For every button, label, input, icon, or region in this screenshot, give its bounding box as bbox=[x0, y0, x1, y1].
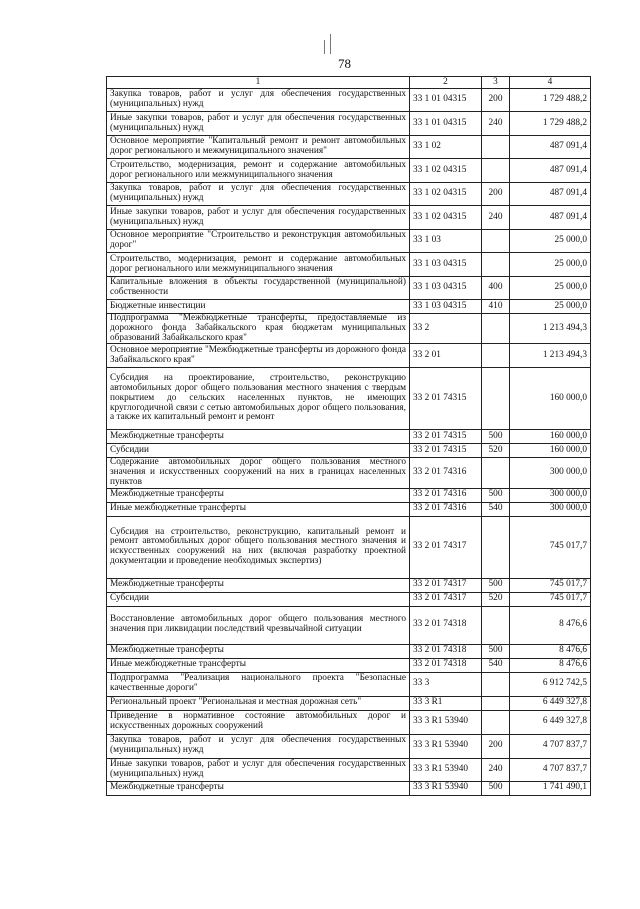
table-row bbox=[107, 488, 591, 502]
row-name-cell: Приведение в нормативное состояние автомобильных дорог и искусственных дорожных сооружений bbox=[107, 710, 410, 734]
row-amount-cell: 745 017,7 bbox=[510, 592, 591, 606]
header-cell-amount: 4 bbox=[510, 77, 591, 89]
row-code-cell: 33 1 02 04315 bbox=[410, 206, 482, 230]
row-vr-cell: 200 bbox=[482, 734, 510, 758]
row-name-cell: Иные закупки товаров, работ и услуг для обеспечения государственных (муниципальных) нужд bbox=[107, 758, 410, 781]
row-amount-cell: 1 729 488,2 bbox=[510, 112, 591, 136]
row-amount-cell: 487 091,4 bbox=[510, 159, 591, 183]
row-code-cell: 33 2 01 74318 bbox=[410, 606, 482, 644]
row-vr-cell: 520 bbox=[482, 592, 510, 606]
row-name-cell: Содержание автомобильных дорог общего пользования местного значения и искусственных сооружений на них в границах населенных пунктов bbox=[107, 458, 410, 488]
table-row bbox=[107, 159, 591, 183]
table-row bbox=[107, 710, 591, 734]
row-name-cell: Строительство, модернизация, ремонт и содержание автомобильных дорог регионального или межмуниципального значения bbox=[107, 159, 410, 183]
row-vr-cell: 500 bbox=[482, 488, 510, 502]
scan-mark bbox=[324, 40, 325, 54]
row-vr-cell bbox=[482, 314, 510, 344]
row-code-cell: 33 1 02 bbox=[410, 136, 482, 159]
row-vr-cell bbox=[482, 696, 510, 710]
row-amount-cell: 4 707 837,7 bbox=[510, 734, 591, 758]
row-name-cell: Закупка товаров, работ и услуг для обеспечения государственных (муниципальных) нужд bbox=[107, 183, 410, 206]
table-row bbox=[107, 344, 591, 368]
row-name-cell: Закупка товаров, работ и услуг для обеспечения государственных (муниципальных) нужд bbox=[107, 734, 410, 758]
row-code-cell: 33 2 01 bbox=[410, 344, 482, 368]
row-amount-cell: 1 741 490,1 bbox=[510, 781, 591, 795]
row-name-cell: Подпрограмма "Межбюджетные трансферты, предоставляемые из дорожного фонда Забайкальского края бюджетам муниципальных образований Забайкальского края" bbox=[107, 314, 410, 344]
row-code-cell: 33 2 01 74317 bbox=[410, 592, 482, 606]
row-name-cell: Межбюджетные трансферты bbox=[107, 430, 410, 444]
row-name-cell: Субсидия на проектирование, строительство, реконструкцию автомобильных дорог общего пользования местного значения с твердым покрытием до сельских населенных пунктов, не имеющих круглогодичной связи с сетью автомобильных дорог общего пользования, а также их капитальный ремонт и ремонт bbox=[107, 368, 410, 430]
row-code-cell: 33 1 03 04315 bbox=[410, 253, 482, 277]
table-row bbox=[107, 206, 591, 230]
header-cell-code: 2 bbox=[410, 77, 482, 89]
row-name-cell: Основное мероприятие "Капитальный ремонт и ремонт автомобильных дорог регионального и межмуниципального значения" bbox=[107, 136, 410, 159]
table-row bbox=[107, 112, 591, 136]
row-code-cell: 33 2 01 74315 bbox=[410, 430, 482, 444]
row-name-cell: Иные закупки товаров, работ и услуг для обеспечения государственных (муниципальных) нужд bbox=[107, 206, 410, 230]
table-row bbox=[107, 658, 591, 672]
table-row bbox=[107, 458, 591, 488]
row-amount-cell: 6 449 327,8 bbox=[510, 710, 591, 734]
row-code-cell: 33 2 01 74316 bbox=[410, 458, 482, 488]
row-vr-cell bbox=[482, 230, 510, 253]
row-amount-cell: 300 000,0 bbox=[510, 488, 591, 502]
row-name-cell: Закупка товаров, работ и услуг для обеспечения государственных (муниципальных) нужд bbox=[107, 89, 410, 112]
row-code-cell: 33 1 01 04315 bbox=[410, 89, 482, 112]
row-name-cell: Основное мероприятие "Строительство и реконструкция автомобильных дорог" bbox=[107, 230, 410, 253]
table-row bbox=[107, 136, 591, 159]
row-vr-cell: 500 bbox=[482, 644, 510, 658]
table-row bbox=[107, 734, 591, 758]
row-name-cell: Субсидия на строительство, реконструкцию, капитальный ремонт и ремонт автомобильных дорог общего пользования местного значения и искусственных сооружений на них (включая разработку проектной документации и проведение необходимых экспертиз) bbox=[107, 516, 410, 578]
row-name-cell: Капитальные вложения в объекты государственной (муниципальной) собственности bbox=[107, 277, 410, 300]
table-row bbox=[107, 502, 591, 516]
row-vr-cell bbox=[482, 672, 510, 696]
row-code-cell: 33 3 R1 53940 bbox=[410, 758, 482, 781]
row-amount-cell: 25 000,0 bbox=[510, 300, 591, 314]
row-amount-cell: 8 476,6 bbox=[510, 644, 591, 658]
row-vr-cell: 400 bbox=[482, 277, 510, 300]
row-vr-cell bbox=[482, 606, 510, 644]
table-header-row bbox=[107, 77, 591, 89]
row-amount-cell: 160 000,0 bbox=[510, 368, 591, 430]
table-row bbox=[107, 253, 591, 277]
row-amount-cell: 6 449 327,8 bbox=[510, 696, 591, 710]
row-name-cell: Иные межбюджетные трансферты bbox=[107, 502, 410, 516]
row-vr-cell: 410 bbox=[482, 300, 510, 314]
row-code-cell: 33 2 01 74318 bbox=[410, 644, 482, 658]
row-vr-cell: 540 bbox=[482, 502, 510, 516]
table-row bbox=[107, 644, 591, 658]
row-amount-cell: 25 000,0 bbox=[510, 230, 591, 253]
row-vr-cell: 500 bbox=[482, 578, 510, 592]
table-row bbox=[107, 314, 591, 344]
row-amount-cell: 160 000,0 bbox=[510, 430, 591, 444]
row-name-cell: Региональный проект "Региональная и местная дорожная сеть" bbox=[107, 696, 410, 710]
row-code-cell: 33 2 01 74317 bbox=[410, 578, 482, 592]
row-vr-cell: 240 bbox=[482, 206, 510, 230]
row-amount-cell: 4 707 837,7 bbox=[510, 758, 591, 781]
row-code-cell: 33 1 01 04315 bbox=[410, 112, 482, 136]
table-row bbox=[107, 89, 591, 112]
row-amount-cell: 6 912 742,5 bbox=[510, 672, 591, 696]
row-name-cell: Субсидии bbox=[107, 444, 410, 458]
header-cell-vr: 3 bbox=[482, 77, 510, 89]
row-code-cell: 33 3 R1 53940 bbox=[410, 734, 482, 758]
row-vr-cell: 520 bbox=[482, 444, 510, 458]
table-row bbox=[107, 183, 591, 206]
table-row bbox=[107, 606, 591, 644]
row-code-cell: 33 2 bbox=[410, 314, 482, 344]
row-vr-cell: 500 bbox=[482, 781, 510, 795]
row-code-cell: 33 1 03 04315 bbox=[410, 300, 482, 314]
row-vr-cell: 240 bbox=[482, 112, 510, 136]
row-code-cell: 33 2 01 74318 bbox=[410, 658, 482, 672]
row-name-cell: Межбюджетные трансферты bbox=[107, 578, 410, 592]
row-code-cell: 33 2 01 74315 bbox=[410, 444, 482, 458]
row-code-cell: 33 1 02 04315 bbox=[410, 183, 482, 206]
table-row bbox=[107, 578, 591, 592]
scan-mark bbox=[330, 34, 331, 54]
table-row bbox=[107, 781, 591, 795]
row-vr-cell bbox=[482, 710, 510, 734]
row-vr-cell: 540 bbox=[482, 658, 510, 672]
row-amount-cell: 487 091,4 bbox=[510, 183, 591, 206]
row-vr-cell bbox=[482, 516, 510, 578]
row-name-cell: Восстановление автомобильных дорог общего пользования местного значения при ликвидации последствий чрезвычайной ситуации bbox=[107, 606, 410, 644]
table-row bbox=[107, 444, 591, 458]
row-amount-cell: 160 000,0 bbox=[510, 444, 591, 458]
table-row bbox=[107, 758, 591, 781]
row-vr-cell bbox=[482, 368, 510, 430]
page-number: 78 bbox=[338, 56, 351, 71]
row-name-cell: Строительство, модернизация, ремонт и содержание автомобильных дорог регионального или межмуниципального значения bbox=[107, 253, 410, 277]
row-name-cell: Межбюджетные трансферты bbox=[107, 488, 410, 502]
row-code-cell: 33 3 R1 bbox=[410, 696, 482, 710]
table-row bbox=[107, 277, 591, 300]
row-amount-cell: 1 213 494,3 bbox=[510, 314, 591, 344]
row-vr-cell bbox=[482, 458, 510, 488]
row-amount-cell: 745 017,7 bbox=[510, 578, 591, 592]
row-code-cell: 33 3 bbox=[410, 672, 482, 696]
row-amount-cell: 1 213 494,3 bbox=[510, 344, 591, 368]
row-vr-cell: 200 bbox=[482, 183, 510, 206]
row-vr-cell: 240 bbox=[482, 758, 510, 781]
row-amount-cell: 300 000,0 bbox=[510, 458, 591, 488]
row-code-cell: 33 1 03 04315 bbox=[410, 277, 482, 300]
row-code-cell: 33 3 R1 53940 bbox=[410, 781, 482, 795]
row-name-cell: Межбюджетные трансферты bbox=[107, 781, 410, 795]
table-row bbox=[107, 696, 591, 710]
row-amount-cell: 25 000,0 bbox=[510, 277, 591, 300]
row-amount-cell: 1 729 488,2 bbox=[510, 89, 591, 112]
row-name-cell: Иные межбюджетные трансферты bbox=[107, 658, 410, 672]
row-code-cell: 33 2 01 74316 bbox=[410, 488, 482, 502]
row-code-cell: 33 2 01 74317 bbox=[410, 516, 482, 578]
row-vr-cell bbox=[482, 344, 510, 368]
header-cell-name: 1 bbox=[107, 77, 410, 89]
row-name-cell: Субсидии bbox=[107, 592, 410, 606]
row-vr-cell: 200 bbox=[482, 89, 510, 112]
row-amount-cell: 300 000,0 bbox=[510, 502, 591, 516]
budget-table bbox=[106, 76, 591, 796]
row-code-cell: 33 1 03 bbox=[410, 230, 482, 253]
table-row bbox=[107, 430, 591, 444]
row-amount-cell: 487 091,4 bbox=[510, 136, 591, 159]
row-vr-cell bbox=[482, 136, 510, 159]
table-row bbox=[107, 592, 591, 606]
row-name-cell: Иные закупки товаров, работ и услуг для обеспечения государственных (муниципальных) нужд bbox=[107, 112, 410, 136]
table-row bbox=[107, 230, 591, 253]
row-amount-cell: 25 000,0 bbox=[510, 253, 591, 277]
row-name-cell: Подпрограмма "Реализация национального проекта "Безопасные качественные дороги" bbox=[107, 672, 410, 696]
table-row bbox=[107, 368, 591, 430]
row-vr-cell bbox=[482, 159, 510, 183]
table-row bbox=[107, 516, 591, 578]
row-code-cell: 33 1 02 04315 bbox=[410, 159, 482, 183]
row-code-cell: 33 2 01 74316 bbox=[410, 502, 482, 516]
row-code-cell: 33 3 R1 53940 bbox=[410, 710, 482, 734]
row-name-cell: Основное мероприятие "Межбюджетные трансферты из дорожного фонда Забайкальского края" bbox=[107, 344, 410, 368]
row-vr-cell: 500 bbox=[482, 430, 510, 444]
row-amount-cell: 8 476,6 bbox=[510, 606, 591, 644]
row-amount-cell: 487 091,4 bbox=[510, 206, 591, 230]
table-row bbox=[107, 672, 591, 696]
row-vr-cell bbox=[482, 253, 510, 277]
row-name-cell: Межбюджетные трансферты bbox=[107, 644, 410, 658]
row-name-cell: Бюджетные инвестиции bbox=[107, 300, 410, 314]
row-amount-cell: 8 476,6 bbox=[510, 658, 591, 672]
row-code-cell: 33 2 01 74315 bbox=[410, 368, 482, 430]
table-row bbox=[107, 300, 591, 314]
row-amount-cell: 745 017,7 bbox=[510, 516, 591, 578]
